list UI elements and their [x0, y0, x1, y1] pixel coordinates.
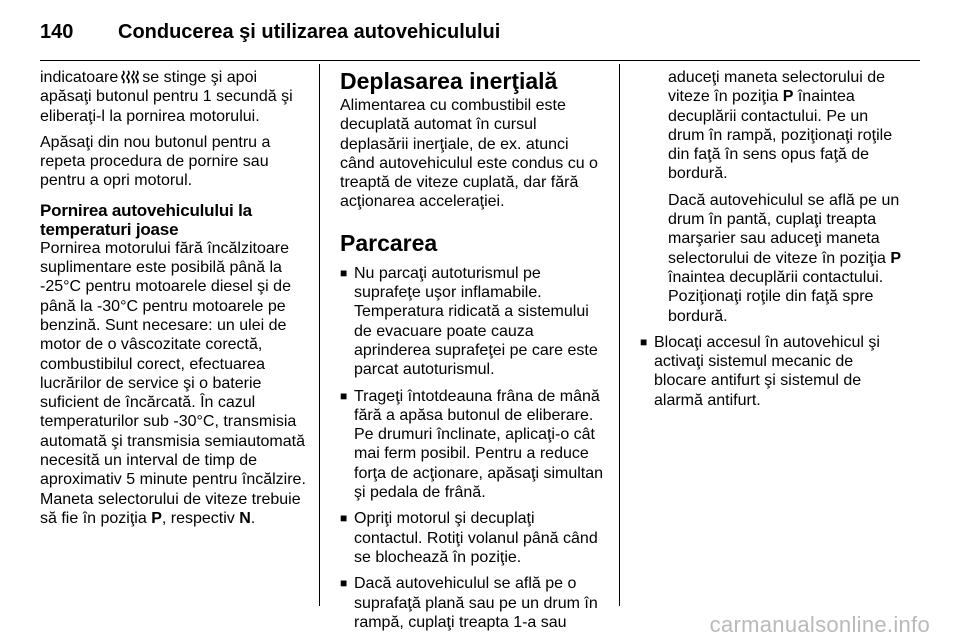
list-item-text: Blocaţi accesul în autovehicul şi activaţi sistemul mecanic de blocare antifurt şi sistemul de alarmă antifurt.	[654, 333, 880, 409]
list-item-text: Trageţi întotdeauna frâna de mână fără a apăsa butonul de eliberare. Pe drumuri înclinate, aplicaţi-o cât mai ferm posibil. Pentru a reduce forţa de acţionare, apăsaţi simultan şi pedala de frână.	[354, 387, 604, 502]
gear-position-n: N	[239, 509, 251, 527]
column-divider-1	[319, 64, 320, 606]
column-left	[40, 68, 310, 535]
section-heading-cold-start: Pornirea autovehiculului la temperaturi joase	[40, 200, 252, 239]
column-divider-2	[619, 64, 620, 606]
page-number: 140	[40, 20, 74, 43]
glow-plug-icon	[120, 69, 140, 85]
header-rule	[40, 60, 920, 61]
gear-position-p: P	[151, 509, 162, 527]
list-item-text: Dacă autovehiculul se află pe o suprafaţă plană sau pe un drum în rampă, cuplaţi treapta 1-a sau	[354, 575, 598, 631]
text-span: .	[250, 509, 256, 527]
bullet-square-icon: ■	[340, 388, 348, 403]
paragraph-restart: Apăsaţi din nou butonul pentru a repeta procedura de pornire sau pentru a opri motorul.	[40, 133, 271, 190]
text-span: se stinge şi apoi apăsaţi butonul pentru 1 secundă şi eliberaţi-l la pornirea motorului.	[40, 69, 293, 125]
paragraph-glow-indicator	[40, 68, 310, 126]
column-middle	[340, 68, 606, 639]
parking-list	[340, 264, 606, 632]
paragraph-continued	[640, 68, 906, 184]
watermark: carmanualsonline.info	[709, 612, 930, 637]
text-span: Dacă autovehiculul se află pe un drum în pantă, cuplaţi treapta marşarier sau aduceţi maneta selectorului de viteze în poziţia	[668, 191, 900, 267]
text-span: , respectiv	[161, 509, 235, 527]
bullet-square-icon: ■	[640, 334, 648, 349]
text-span: aduceţi maneta selectorului de viteze în poziţia	[668, 69, 886, 106]
text-span: înaintea decuplării contactului. Pe un drum în rampă, poziţionaţi roţile din faţă în sens opus faţă de bordură.	[668, 88, 893, 183]
paragraph-cold-start	[40, 239, 310, 528]
list-item-text: Nu parcaţi autoturismul pe suprafeţe uşor inflamabile. Temperatura ridicată a sistemului de evacuare poate cauza aprinderea suprafeţei pe care este parcat autoturismul.	[354, 264, 598, 379]
bullet-square-icon: ■	[340, 576, 348, 591]
list-item	[640, 333, 906, 410]
section-heading-parking: Parcarea	[340, 229, 438, 256]
paragraph-downhill	[640, 191, 906, 326]
text-span: Pornirea motorului fără încălzitoare suplimentare este posibilă până la -25°C pentru motoarele diesel şi de până la -30°C pentru motoarele pe benzină. Sunt necesare: un ulei de motor de o vâscozitate corectă, combustibilul corect, efectuarea lucrărilor de service şi o baterie suficient de încărcată. În cazul temperaturilor sub -30°C, transmisia automată şi transmisia semiautomată necesită un interval de timp de aproximativ 5 minute pentru încălzire. Maneta selectorului de viteze trebuie să fie în poziţia	[40, 239, 306, 527]
gear-position-p: P	[890, 249, 902, 267]
text-span: înaintea decuplării contactului. Poziţionaţi roţile din faţă spre bordură.	[668, 268, 884, 325]
column-right	[640, 68, 906, 417]
bullet-square-icon: ■	[340, 265, 348, 280]
page-title: Conducerea şi utilizarea autovehiculului	[118, 20, 501, 43]
paragraph-coasting: Alimentarea cu combustibil este decuplată automat în cursul deplasării inerţiale, de ex. atunci când autovehiculul este condus cu o treaptă de viteze cuplată, dar fără acţionarea acceleraţiei.	[340, 97, 598, 211]
section-heading-coasting: Deplasarea inerţială	[340, 68, 558, 94]
list-item	[340, 264, 606, 380]
bullet-square-icon: ■	[340, 511, 348, 526]
list-item	[340, 387, 606, 503]
list-item-text: Opriţi motorul şi decuplaţi contactul. Rotiţi volanul până când se blochează în poziţie.	[354, 510, 598, 566]
text-span: indicatoare	[40, 69, 119, 86]
antitheft-list	[640, 333, 906, 410]
list-item	[340, 574, 606, 632]
gear-position-p: P	[782, 88, 794, 106]
list-item	[340, 509, 606, 567]
page-header	[40, 14, 500, 50]
